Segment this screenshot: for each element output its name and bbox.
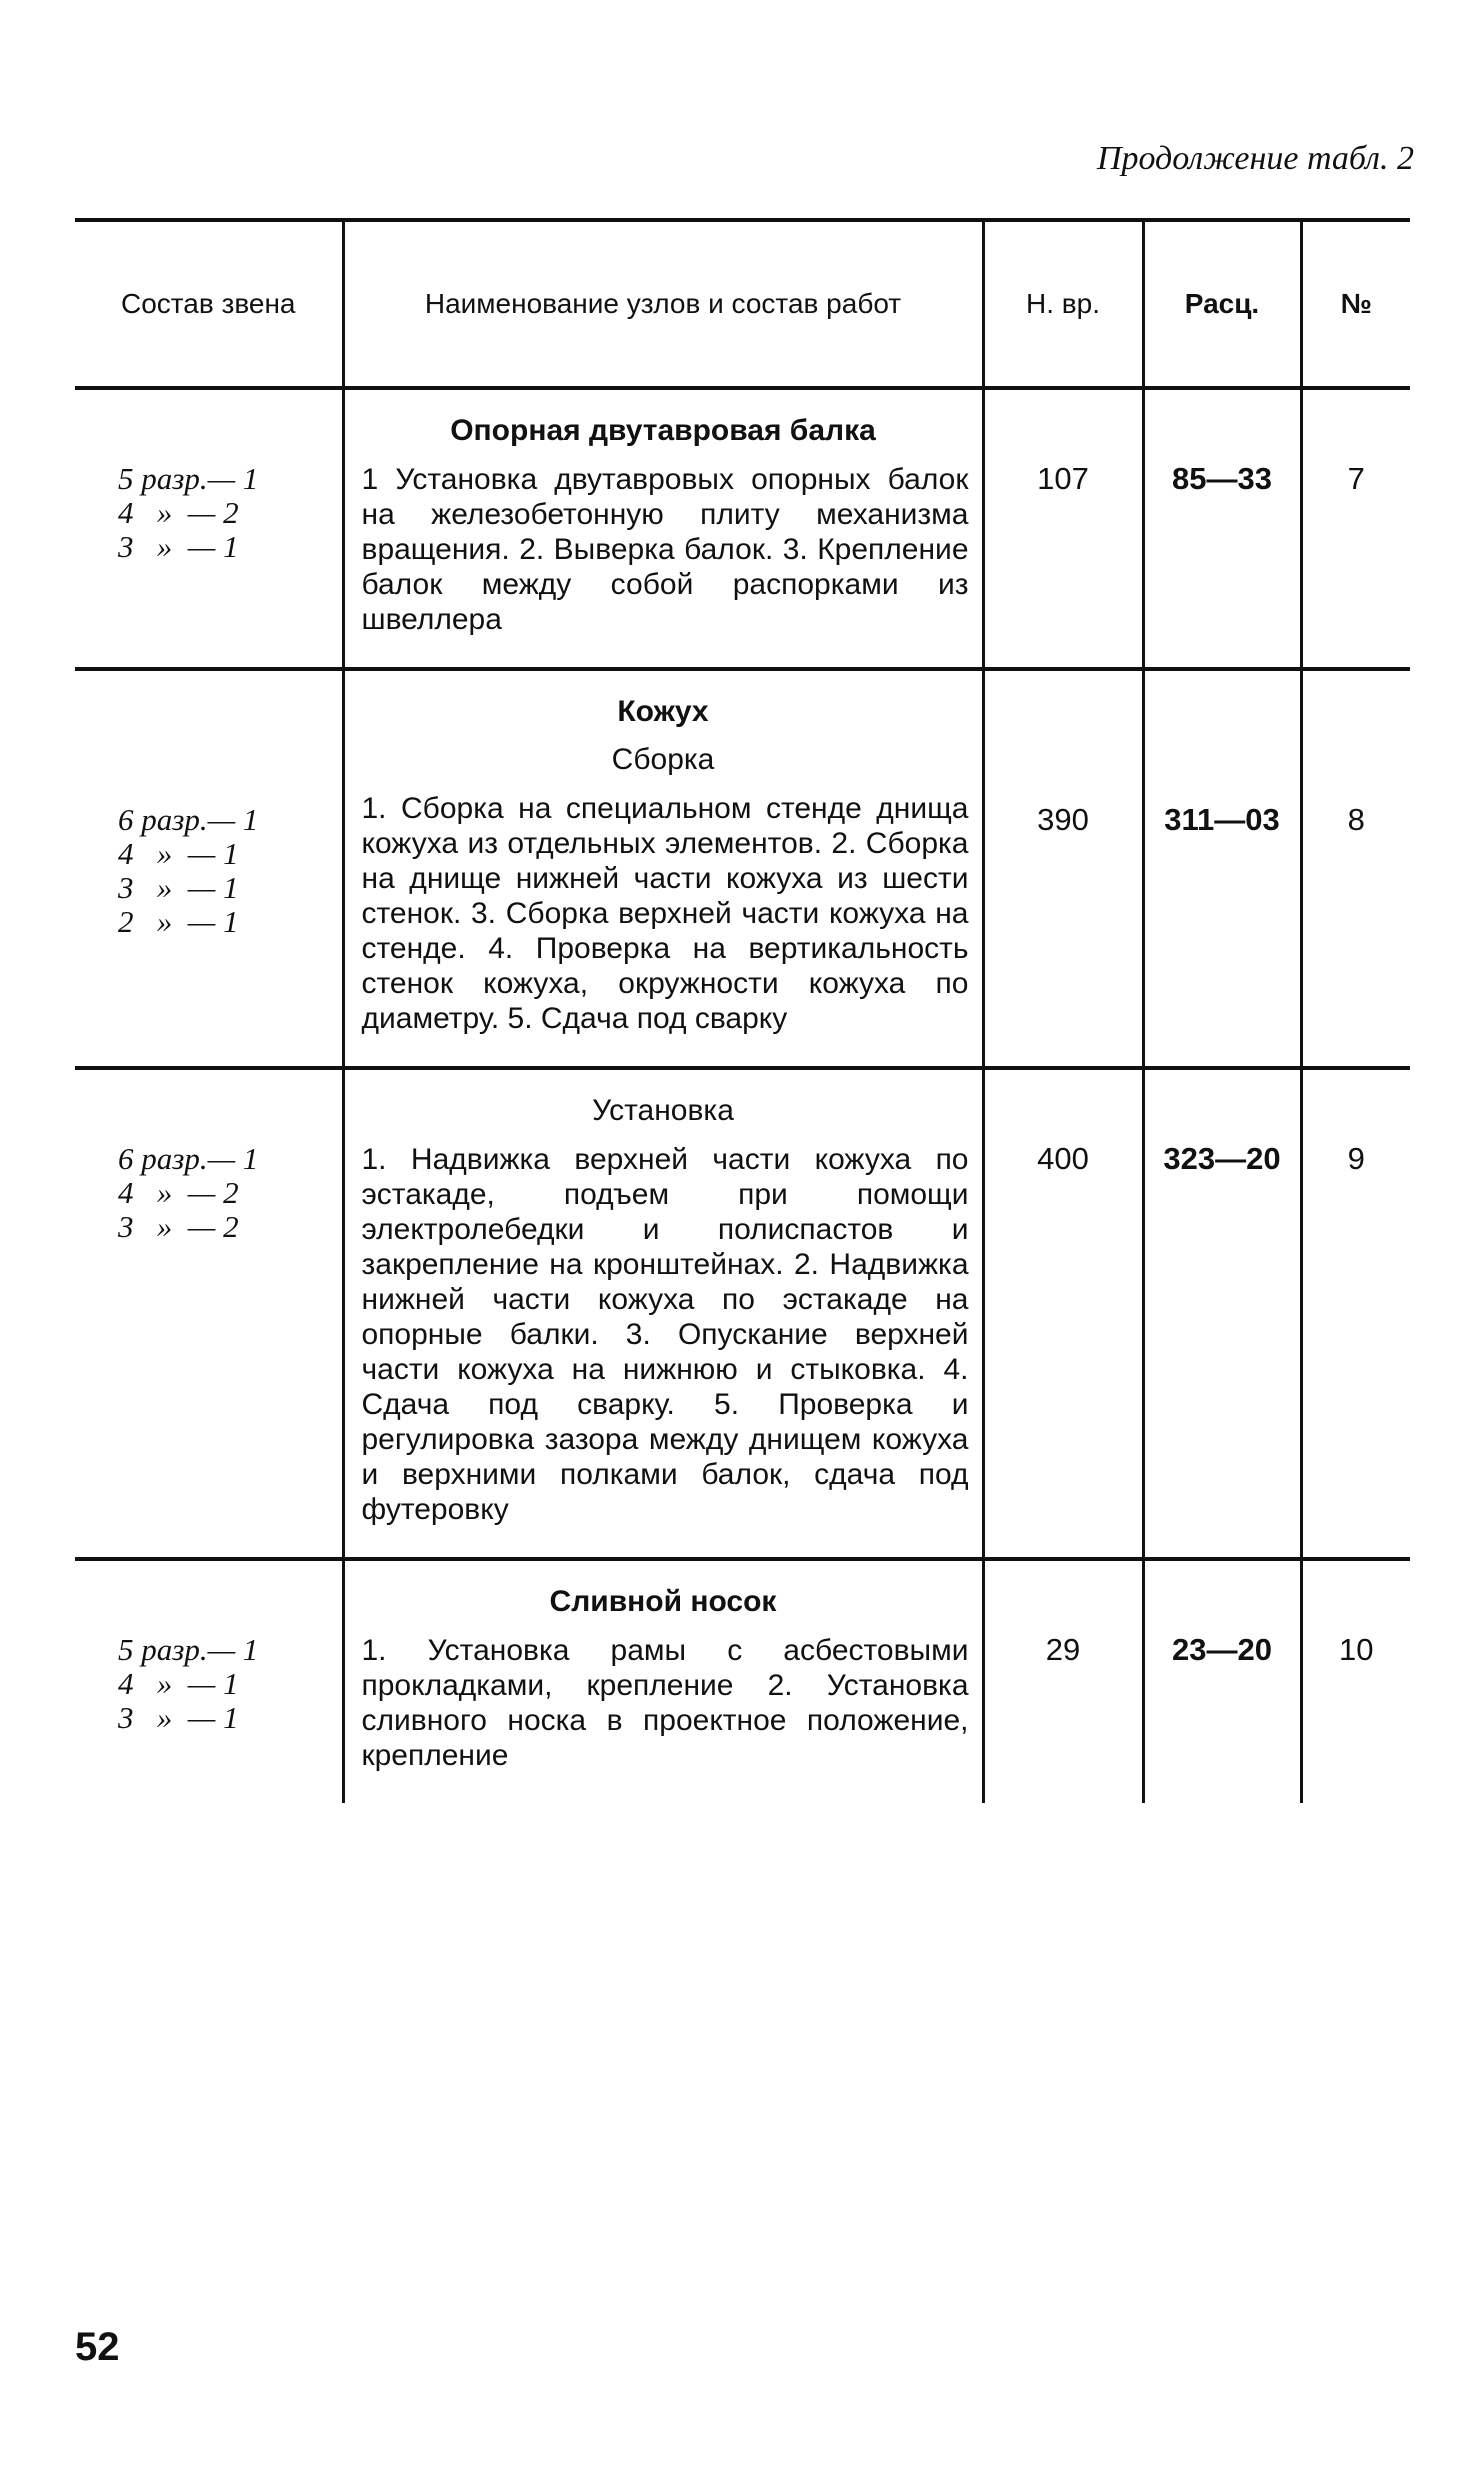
crew-composition: 5 разр.— 1 4 » — 2 3 » — 1 — [118, 461, 259, 564]
table-row — [75, 388, 1410, 669]
time-norm-value: 29 — [1045, 1632, 1081, 1667]
rate-cell — [1143, 1068, 1301, 1559]
crew-cell — [75, 388, 343, 669]
section-subtitle: Установка — [592, 1094, 734, 1127]
time-norm-cell — [983, 669, 1143, 1068]
rate-value: 323—20 — [1163, 1141, 1281, 1176]
table-continuation-caption: Продолжение табл. 2 — [1096, 140, 1414, 177]
time-norm-value: 107 — [1037, 461, 1089, 496]
rate-value: 85—33 — [1172, 461, 1272, 496]
number-cell — [1301, 1559, 1410, 1803]
rate-cell — [1143, 1559, 1301, 1803]
header-time-norm: Н. вр. — [983, 220, 1143, 388]
section-subtitle: Сборка — [611, 743, 715, 776]
time-norm-value: 390 — [1037, 802, 1089, 837]
header-name: Наименование узлов и состав работ — [343, 220, 983, 388]
rate-cell — [1143, 669, 1301, 1068]
description-cell — [343, 1068, 983, 1559]
table-row — [75, 1068, 1410, 1559]
row-number: 7 — [1347, 461, 1365, 496]
table-header-row — [75, 220, 1410, 388]
row-number: 9 — [1347, 1141, 1365, 1176]
row-number: 8 — [1347, 802, 1365, 837]
section-title: Опорная двутавровая балка — [450, 414, 876, 447]
crew-cell — [75, 1068, 343, 1559]
header-number: № — [1301, 220, 1410, 388]
number-cell — [1301, 1068, 1410, 1559]
work-description: 1. Сборка на специальном стенде днища кожуха из отдельных элементов. 2. Сборка на днище нижней части кожуха из шести стенок. 3. Сборка верхней части кожуха на стенде. 4. Проверка на вертикальность стенок кожуха, окружности кожуха по диаметру. 5. Сдача под сварку — [361, 792, 969, 1035]
table-row — [75, 669, 1410, 1068]
header-rate: Расц. — [1143, 220, 1301, 388]
page-number: 52 — [75, 2325, 120, 2369]
work-description: 1. Установка рамы с асбестовыми прокладками, крепление 2. Установка сливного носка в проектное положение, крепление — [361, 1634, 969, 1772]
crew-composition: 6 разр.— 1 4 » — 2 3 » — 2 — [118, 1141, 259, 1244]
rate-cell — [1143, 388, 1301, 669]
table-row — [75, 1559, 1410, 1803]
time-norm-cell — [983, 1068, 1143, 1559]
description-cell — [343, 1559, 983, 1803]
work-norms-table — [75, 218, 1410, 1803]
time-norm-cell — [983, 388, 1143, 669]
crew-composition: 6 разр.— 1 4 » — 1 3 » — 1 2 » — 1 — [118, 802, 259, 939]
section-title: Сливной носок — [549, 1585, 777, 1618]
header-crew: Состав звена — [75, 220, 343, 388]
crew-cell — [75, 1559, 343, 1803]
work-description: 1. Надвижка верхней части кожуха по эстакаде, подъем при помощи электролебедки и полиспастов и закрепление на кронштейнах. 2. Надвижка нижней части кожуха по эстакаде на опорные балки. 3. Опускание верхней части кожуха на нижнюю и стыковка. 4. Сдача под сварку. 5. Проверка и регулировка зазора между днищем кожуха и верхними полками балок, сдача под футеровку — [361, 1143, 969, 1526]
description-cell — [343, 669, 983, 1068]
description-cell — [343, 388, 983, 669]
number-cell — [1301, 388, 1410, 669]
section-title: Кожух — [617, 695, 709, 728]
crew-composition: 5 разр.— 1 4 » — 1 3 » — 1 — [118, 1632, 259, 1735]
rate-value: 23—20 — [1172, 1632, 1272, 1667]
work-description: 1 Установка двутавровых опорных балок на железобетонную плиту механизма вращения. 2. Выверка балок. 3. Крепление балок между собой распорками из швеллера — [361, 463, 969, 636]
rate-value: 311—03 — [1164, 802, 1280, 837]
number-cell — [1301, 669, 1410, 1068]
crew-cell — [75, 669, 343, 1068]
time-norm-value: 400 — [1037, 1141, 1089, 1176]
row-number: 10 — [1339, 1632, 1374, 1667]
time-norm-cell — [983, 1559, 1143, 1803]
